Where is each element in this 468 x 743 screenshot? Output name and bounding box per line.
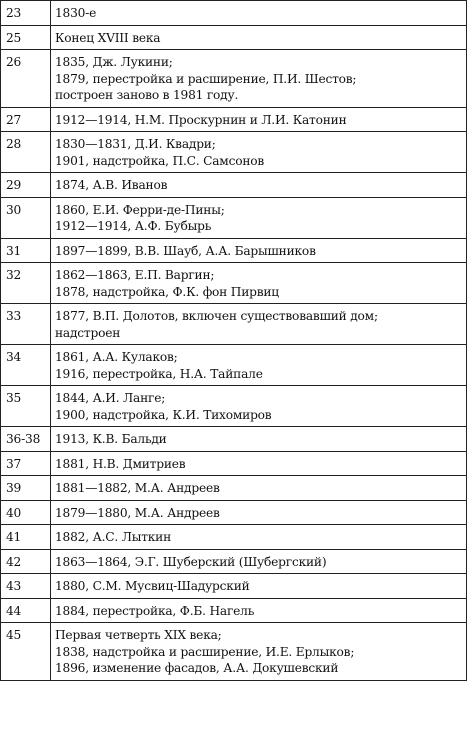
row-number: 27 (1, 107, 51, 132)
info-line: 1913, К.В. Бальди (55, 432, 167, 446)
info-line: 1874, А.В. Иванов (55, 178, 168, 192)
info-line: 1912—1914, Н.М. Проскурнин и Л.И. Катонин (55, 112, 347, 127)
row-number: 45 (1, 623, 51, 681)
row-number: 32 (1, 263, 51, 304)
row-info (51, 574, 467, 599)
info-line: 1879, перестройка и расширение, П.И. Шестов; (55, 71, 357, 86)
row-info (51, 50, 467, 108)
row-info (51, 525, 467, 550)
row-info (51, 476, 467, 501)
row-info (51, 1, 467, 26)
info-line: 1897—1899, В.В. Шауб, А.А. Барышников (55, 243, 316, 258)
info-line: 1916, перестройка, Н.А. Тайпале (55, 366, 263, 381)
info-line: 1830-е (55, 6, 97, 20)
row-info (51, 500, 467, 525)
row-number: 41 (1, 525, 51, 550)
row-number: 26 (1, 50, 51, 108)
table-row (1, 50, 467, 108)
row-number: 23 (1, 1, 51, 26)
table-row (1, 574, 467, 599)
row-info (51, 451, 467, 476)
info-line: 1838, надстройка и расширение, И.Е. Ерлыков; (55, 644, 355, 659)
table-row (1, 598, 467, 623)
row-number: 43 (1, 574, 51, 599)
row-number: 39 (1, 476, 51, 501)
table-row (1, 476, 467, 501)
row-number: 40 (1, 500, 51, 525)
table-row (1, 525, 467, 550)
row-info (51, 173, 467, 198)
table-body (1, 1, 467, 681)
table-row (1, 25, 467, 50)
row-number: 31 (1, 238, 51, 263)
info-line: надстроен (55, 325, 121, 340)
row-number: 37 (1, 451, 51, 476)
info-line: Первая четверть XIX века; (55, 628, 222, 642)
table-row (1, 304, 467, 345)
row-info (51, 427, 467, 452)
table-row (1, 263, 467, 304)
row-info (51, 238, 467, 263)
table-row (1, 427, 467, 452)
row-info (51, 386, 467, 427)
info-line: 1880, С.М. Мусвиц-Шадурский (55, 579, 250, 593)
row-number: 35 (1, 386, 51, 427)
row-number: 29 (1, 173, 51, 198)
info-line: 1862—1863, Е.П. Варгин; (55, 268, 215, 282)
row-info (51, 25, 467, 50)
row-number: 33 (1, 304, 51, 345)
info-line: 1863—1864, Э.Г. Шуберский (Шубергский) (55, 554, 327, 569)
info-line: 1860, Е.И. Ферри-де-Пины; (55, 202, 225, 217)
table-row (1, 173, 467, 198)
table-row (1, 345, 467, 386)
row-info (51, 132, 467, 173)
info-line: Конец XVIII века (55, 30, 161, 45)
info-line: 1835, Дж. Лукини; (55, 55, 173, 69)
row-info (51, 549, 467, 574)
table-row (1, 1, 467, 26)
info-line: 1877, В.П. Долотов, включен существовавший дом; (55, 309, 378, 323)
info-line: 1901, надстройка, П.С. Самсонов (55, 153, 265, 168)
row-info (51, 107, 467, 132)
table-row (1, 623, 467, 681)
row-info (51, 197, 467, 238)
table-row (1, 107, 467, 132)
info-line: 1881—1882, М.А. Андреев (55, 481, 220, 495)
row-number: 25 (1, 25, 51, 50)
row-number: 36-38 (1, 427, 51, 452)
info-line: 1896, изменение фасадов, А.А. Докушевский (55, 661, 339, 675)
info-line: 1882, А.С. Лыткин (55, 530, 172, 544)
info-line: 1861, А.А. Кулаков; (55, 350, 178, 364)
row-number: 44 (1, 598, 51, 623)
row-info (51, 598, 467, 623)
info-line: построен заново в 1981 году. (55, 88, 239, 102)
info-line: 1912—1914, А.Ф. Бубырь (55, 219, 212, 233)
info-line: 1830—1831, Д.И. Квадри; (55, 137, 216, 151)
row-info (51, 345, 467, 386)
row-number: 42 (1, 549, 51, 574)
row-info (51, 304, 467, 345)
row-info (51, 623, 467, 681)
info-line: 1844, А.И. Ланге; (55, 391, 166, 405)
info-line: 1879—1880, М.А. Андреев (55, 505, 220, 520)
table-row (1, 197, 467, 238)
table-row (1, 549, 467, 574)
row-number: 28 (1, 132, 51, 173)
table-row (1, 500, 467, 525)
table-row (1, 451, 467, 476)
row-number: 34 (1, 345, 51, 386)
row-info (51, 263, 467, 304)
table-row (1, 132, 467, 173)
info-line: 1900, надстройка, К.И. Тихомиров (55, 407, 272, 422)
info-line: 1878, надстройка, Ф.К. фон Пирвиц (55, 284, 279, 299)
info-line: 1884, перестройка, Ф.Б. Нагель (55, 603, 255, 618)
table-row (1, 386, 467, 427)
row-number: 30 (1, 197, 51, 238)
table-row (1, 238, 467, 263)
info-line: 1881, Н.В. Дмитриев (55, 456, 186, 471)
